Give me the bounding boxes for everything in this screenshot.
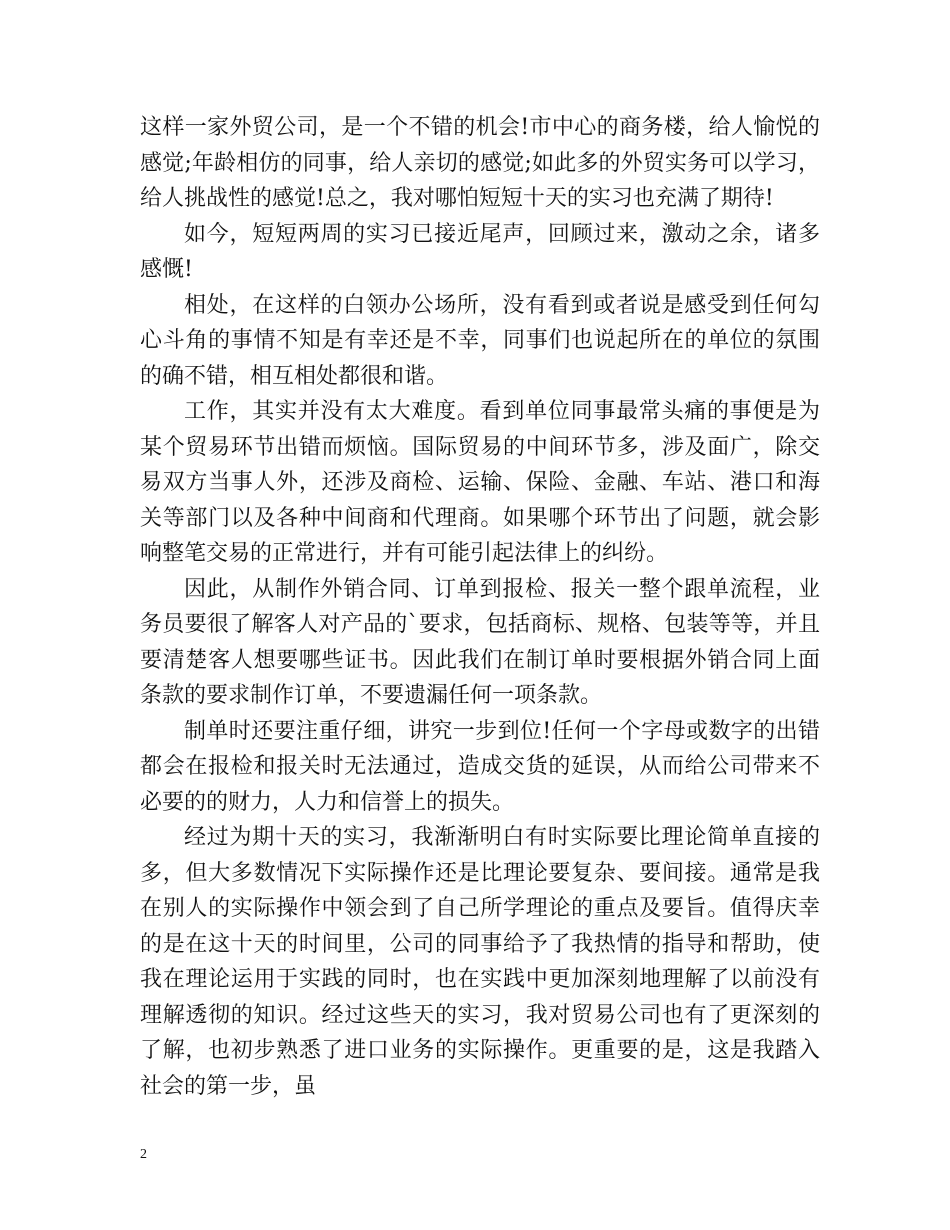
page-number: 2 bbox=[140, 1147, 147, 1162]
paragraph: 因此，从制作外销合同、订单到报检、报关一整个跟单流程，业务员要很了解客人对产品的`要求，包括商标、规格、包装等等，并且要清楚客人想要哪些证书。因此我们在制订单时要根据外销合同上面条款的要求制作订单，不要遗漏任何一项条款。 bbox=[140, 576, 820, 708]
paragraph: 制单时还要注重仔细，讲究一步到位!任何一个字母或数字的出错都会在报检和报关时无法通过，造成交货的延误，从而给公司带来不必要的的财力，人力和信誉上的损失。 bbox=[140, 718, 820, 815]
paragraph: 这样一家外贸公司，是一个不错的机会!市中心的商务楼，给人愉悦的感觉;年龄相仿的同事，给人亲切的感觉;如此多的外贸实务可以学习，给人挑战性的感觉!总之，我对哪怕短短十天的实习也充满了期待! bbox=[140, 115, 820, 211]
paragraph: 相处，在这样的白领办公场所，没有看到或者说是感受到任何勾心斗角的事情不知是有幸还是不幸，同事们也说起所在的单位的氛围的确不错，相互相处都很和谐。 bbox=[140, 292, 820, 389]
body-text bbox=[140, 110, 820, 1104]
paragraph: 工作，其实并没有太大难度。看到单位同事最常头痛的事便是为某个贸易环节出错而烦恼。国际贸易的中间环节多，涉及面广，除交易双方当事人外，还涉及商检、运输、保险、金融、车站、港口和海关等部门以及各种中间商和代理商。如果哪个环节出了问题，就会影响整笔交易的正常进行，并有可能引起法律上的纠纷。 bbox=[140, 399, 820, 566]
paragraph: 经过为期十天的实习，我渐渐明白有时实际要比理论简单直接的多，但大多数情况下实际操作还是比理论要复杂、要间接。通常是我在别人的实际操作中领会到了自己所学理论的重点及要旨。值得庆幸的是在这十天的时间里，公司的同事给予了我热情的指导和帮助，使我在理论运用于实践的同时，也在实践中更加深刻地理解了以前没有理解透彻的知识。经过这些天的实习，我对贸易公司也有了更深刻的了解，也初步熟悉了进口业务的实际操作。更重要的是，这是我踏入社会的第一步，虽 bbox=[140, 825, 820, 1099]
paragraph: 如今，短短两周的实习已接近尾声，回顾过来，激动之余，诸多感慨! bbox=[140, 221, 820, 282]
